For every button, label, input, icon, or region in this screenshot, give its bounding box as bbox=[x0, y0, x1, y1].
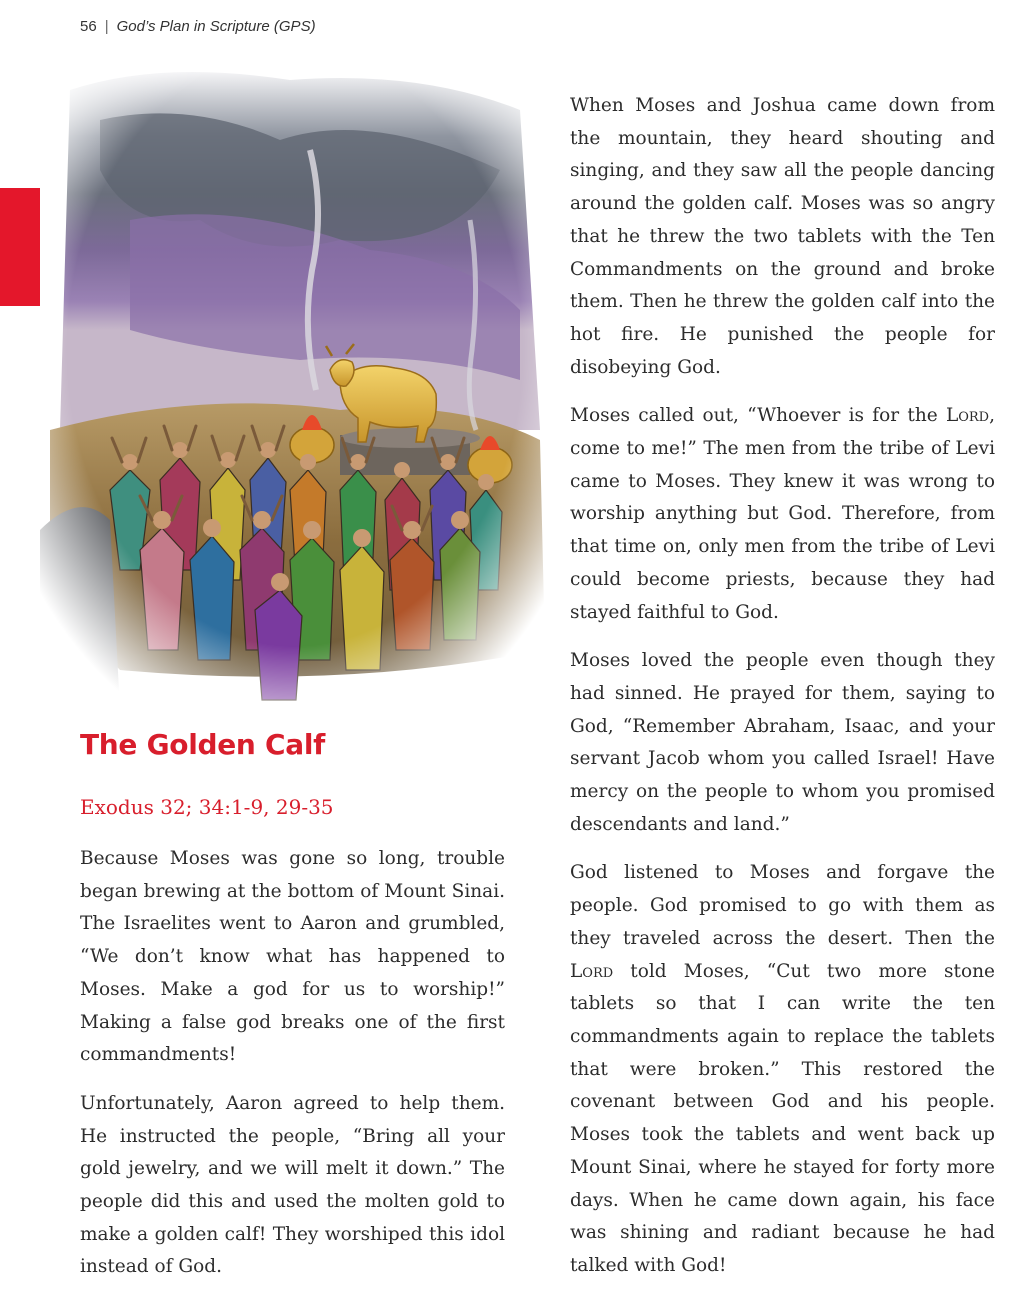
lord-small-caps: Lord bbox=[570, 960, 614, 982]
paragraph-2: Unfortunately, Aaron agreed to help them. He instructed the people, “Bring all your gold jewelry, and we will melt it down.” The people did this and used the molten gold to make a golden calf! They worshiped this idol instead of God. bbox=[80, 1092, 505, 1278]
header-separator: | bbox=[104, 18, 109, 35]
paragraph-3: When Moses and Joshua came down from the mountain, they heard shouting and singing, and they saw all the people dancing around the golden calf. Moses was so angry that he threw the two tablets with the Ten Commandments on the ground and broke them. Then he threw the golden calf into the hot fire. He punished the people for disobeying God. bbox=[570, 95, 995, 378]
paragraph-6-part-b: told Moses, “Cut two more stone tablets so that I can write the ten commandments again to replace the tablets that were broken.” This restored the covenant between God and his people. Moses took the tablets and went back up Mount Sinai, where he stayed for forty more days. When he came down again, his face was shining and radiant because he had talked with God! bbox=[570, 960, 995, 1276]
paragraph-5: Moses loved the people even though they had sinned. He prayed for them, saying to God, “Remember Abraham, Isaac, and your servant Jacob whom you called Israel! Have mercy on the people to whom you promised descendants and land.” bbox=[570, 650, 995, 835]
book-title: God’s Plan in Scripture (GPS) bbox=[116, 18, 316, 35]
left-text-column bbox=[80, 843, 505, 1300]
story-title: The Golden Calf bbox=[80, 728, 326, 761]
paragraph-4 bbox=[570, 400, 995, 629]
paragraph-4-part-a: Moses called out, “Whoever is for the bbox=[570, 405, 946, 427]
paragraph-4-part-b: , come to me!” The men from the tribe of Levi came to Moses. They knew it was wrong to worship anything but God. Therefore, from that time on, only men from the tribe of Levi could become priests, because they had stayed faithful to God. bbox=[570, 405, 995, 623]
page-number: 56 bbox=[80, 18, 97, 35]
paragraph-6-part-a: God listened to Moses and forgave the people. God promised to go with them as they traveled across the desert. Then the bbox=[570, 862, 995, 949]
lord-small-caps: Lord bbox=[945, 405, 990, 427]
running-header bbox=[80, 18, 316, 35]
paragraph-1: Because Moses was gone so long, trouble began brewing at the bottom of Mount Sinai. The Israelites went to Aaron and grumbled, “We don’t know what has happened to Moses. Make a god for us to worship!” Making a false god breaks one of the first commandments! bbox=[80, 848, 505, 1066]
scripture-reference: Exodus 32; 34:1-9, 29-35 bbox=[80, 795, 334, 819]
golden-calf-illustration bbox=[40, 50, 550, 715]
paragraph-6 bbox=[570, 857, 995, 1282]
right-text-column bbox=[570, 90, 995, 1299]
